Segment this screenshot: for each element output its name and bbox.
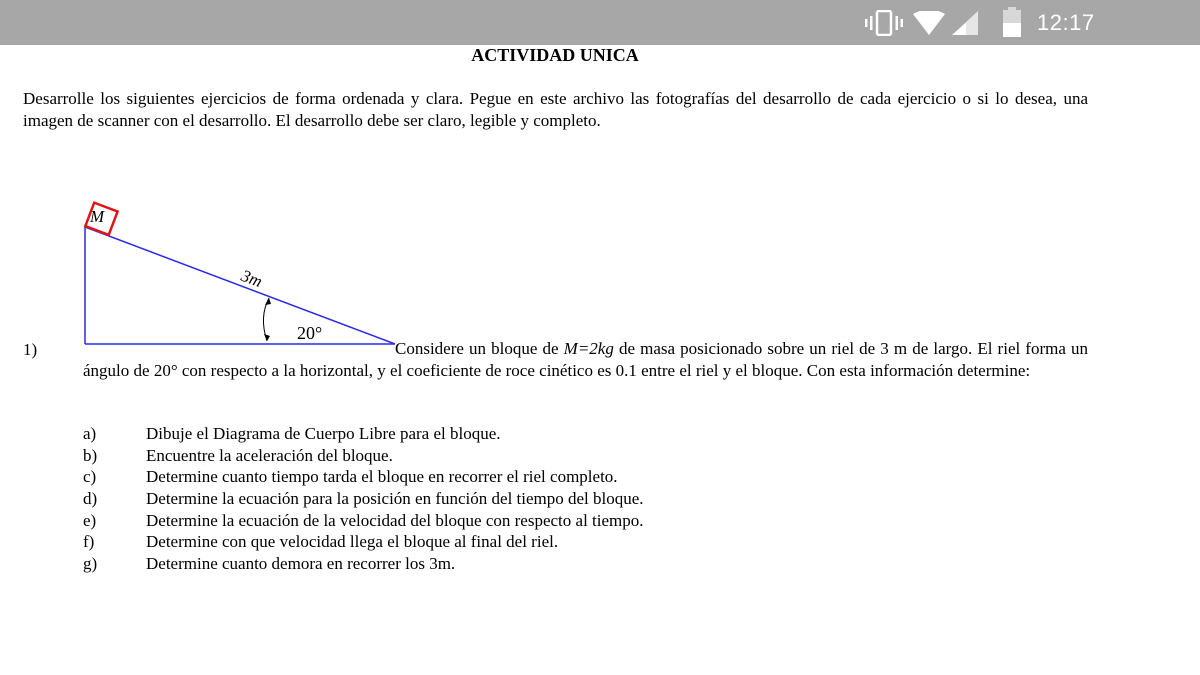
incline-diagram <box>75 185 405 355</box>
document-title: ACTIVIDAD UNICA <box>471 45 639 65</box>
angle-label: 20° <box>297 323 323 343</box>
task-item <box>83 488 1083 510</box>
task-item <box>83 423 1083 445</box>
incline-ramp <box>85 227 395 344</box>
block-m <box>85 203 117 235</box>
task-item <box>83 466 1083 488</box>
task-text: Determine cuanto demora en recorrer los 3m. <box>146 554 456 574</box>
task-item <box>83 553 1083 575</box>
task-text: Determine con que velocidad llega el bloque al final del riel. <box>146 532 559 552</box>
mass-expression: M=2kg <box>563 339 614 358</box>
task-item <box>83 510 1083 532</box>
length-label: 3m <box>238 265 265 292</box>
task-letter: a) <box>83 424 97 443</box>
task-text: Dibuje el Diagrama de Cuerpo Libre para el bloque. <box>146 424 501 443</box>
wifi-icon <box>913 11 945 35</box>
task-text: Encuentre la aceleración del bloque. <box>146 445 393 465</box>
status-time: 12:17 <box>1037 10 1095 35</box>
instructions-paragraph: Desarrolle los siguientes ejercicios de forma ordenada y clara. Pegue en este archivo las fotografías del desarrollo de cada ejercicio o si lo desea, una imagen de scanner con el desarrollo. El desarrollo debe ser claro, legible y completo. <box>23 89 1088 130</box>
cell-signal-icon <box>952 11 978 35</box>
task-list <box>83 423 1083 575</box>
problem-text-start: Considere un bloque de <box>395 339 564 358</box>
task-text: Determine la ecuación para la posición en función del tiempo del bloque. <box>146 489 644 509</box>
task-letter: d) <box>83 489 98 509</box>
task-text: Determine cuanto tiempo tarda el bloque en recorrer el riel completo. <box>146 467 618 487</box>
task-text: Determine la ecuación de la velocidad del bloque con respecto al tiempo. <box>146 510 644 530</box>
question-number: 1) <box>23 340 38 359</box>
task-item <box>83 445 1083 467</box>
task-item <box>83 531 1083 553</box>
problem-text-end: de masa posicionado sobre un riel de 3 m de largo. El riel forma un ángulo de 20° con respecto a la horizontal, y el coeficiente de roce cinético es 0.1 entre el riel y el bloque. Con esta información determine: <box>83 339 1089 380</box>
problem-statement <box>83 338 1088 381</box>
vibrate-icon <box>865 10 903 36</box>
task-letter: f) <box>83 532 95 552</box>
task-letter: c) <box>83 467 97 487</box>
battery-icon <box>1003 7 1021 37</box>
task-letter: g) <box>83 554 98 574</box>
mass-label: M <box>90 207 105 226</box>
status-bar <box>0 0 1200 45</box>
task-letter: e) <box>83 510 97 530</box>
task-letter: b) <box>83 445 98 465</box>
